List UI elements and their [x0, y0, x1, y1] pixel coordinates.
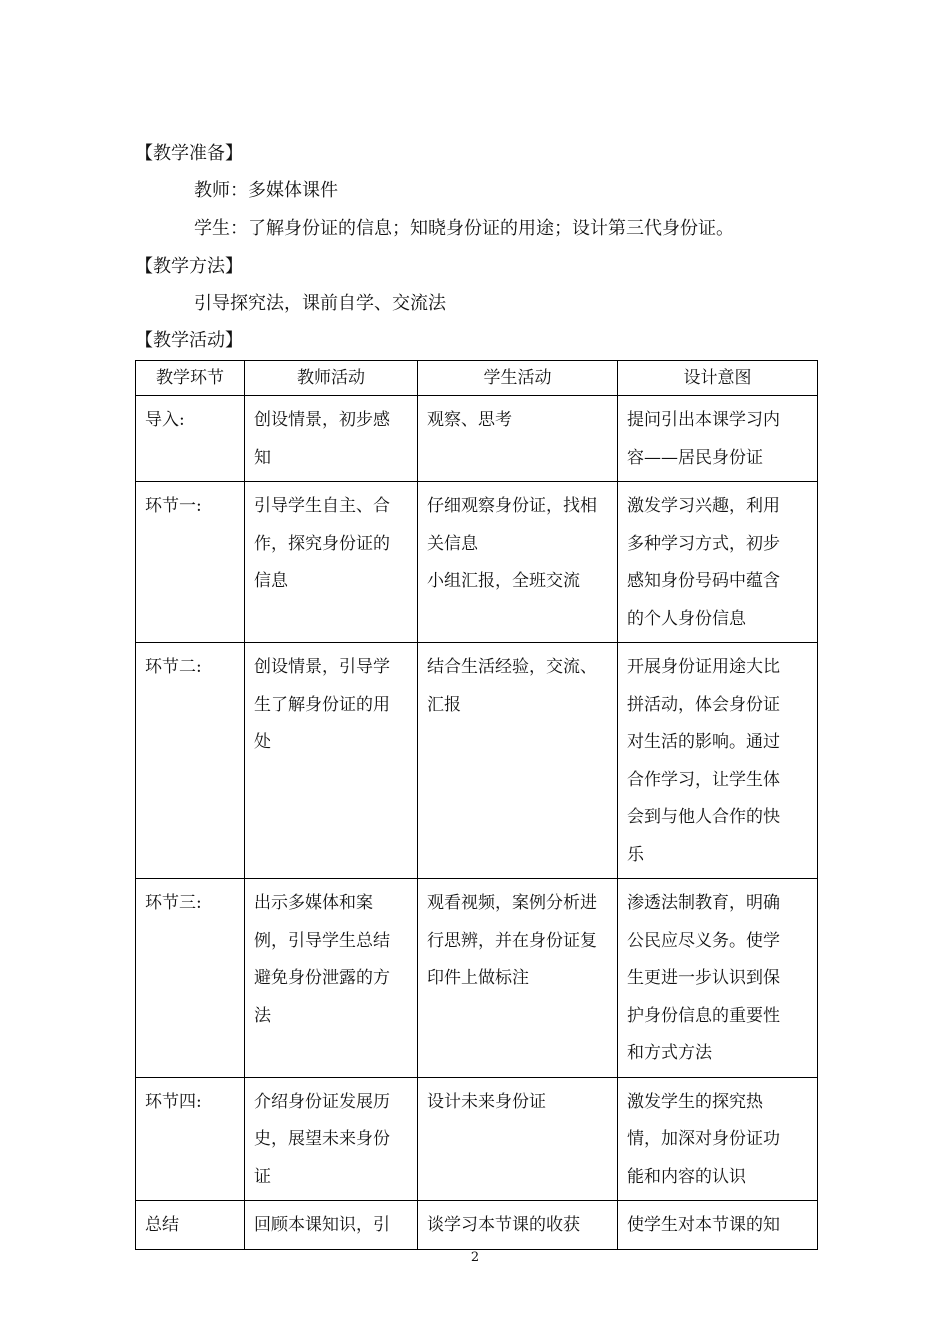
cell-text-line: 拼活动，体会身份证: [627, 694, 780, 715]
cell-text-line: 关信息: [427, 533, 478, 554]
cell-text-line: 提问引出本课学习内: [627, 410, 780, 430]
cell-teacher: [245, 879, 418, 1078]
cell-stage: [136, 396, 245, 482]
cell-text-line: 对生活的影响。通过: [627, 732, 780, 752]
table-row: [136, 1201, 818, 1250]
cell-text-line: 引导学生自主、合: [254, 496, 390, 516]
cell-text-line: 环节一:: [145, 496, 202, 516]
cell-text-line: 观看视频，案例分析进: [427, 893, 597, 913]
cell-text-line: 渗透法制教育，明确: [627, 893, 780, 913]
prep-teacher-line: 教师：多媒体课件: [194, 180, 338, 201]
cell-text-line: 乐: [627, 844, 644, 865]
cell-text-line: 生更进一步认识到保: [627, 968, 780, 988]
prep-heading: 【教学准备】: [135, 143, 243, 164]
cell-stage: [136, 482, 245, 643]
cell-teacher: [245, 482, 418, 643]
cell-text-line: 回顾本课知识，引: [254, 1215, 390, 1235]
cell-text-line: 证: [254, 1166, 271, 1187]
header-student: 学生活动: [418, 361, 618, 396]
cell-text-line: 信息: [254, 571, 288, 591]
cell-text-line: 多种学习方式，初步: [627, 533, 780, 554]
cell-text-line: 出示多媒体和案: [254, 893, 373, 913]
cell-student: [418, 879, 618, 1078]
cell-text-line: 能和内容的认识: [627, 1166, 746, 1187]
cell-text-line: 谈学习本节课的收获: [427, 1215, 580, 1235]
table-row: [136, 396, 818, 482]
cell-text-line: 导入:: [145, 410, 185, 430]
cell-text-line: 创设情景，引导学: [254, 657, 390, 677]
cell-text-line: 知: [254, 447, 271, 468]
prep-student-line: 学生：了解身份证的信息；知晓身份证的用途；设计第三代身份证。: [194, 218, 734, 239]
cell-text-line: 开展身份证用途大比: [627, 657, 780, 677]
cell-text-line: 环节二:: [145, 657, 202, 677]
cell-teacher: [245, 1077, 418, 1201]
activity-heading: 【教学活动】: [135, 330, 243, 351]
cell-text-line: 和方式方法: [627, 1043, 712, 1063]
cell-text-line: 避免身份泄露的方: [254, 968, 390, 988]
cell-student: [418, 1077, 618, 1201]
cell-text-line: 行思辨，并在身份证复: [427, 930, 597, 951]
cell-intent: [618, 879, 818, 1078]
table-body: [136, 396, 818, 1250]
cell-text-line: 法: [254, 1005, 271, 1026]
table-row: [136, 1077, 818, 1201]
header-stage: 教学环节: [136, 361, 245, 396]
cell-text-line: 总结: [145, 1215, 179, 1235]
header-teacher: 教师活动: [245, 361, 418, 396]
cell-student: [418, 396, 618, 482]
table-row: [136, 643, 818, 879]
cell-text-line: 结合生活经验，交流、: [427, 657, 597, 677]
cell-text-line: 公民应尽义务。使学: [627, 930, 780, 951]
cell-intent: [618, 482, 818, 643]
cell-stage: [136, 879, 245, 1078]
cell-stage: [136, 1201, 245, 1250]
activity-table: [135, 360, 818, 1250]
method-heading: 【教学方法】: [135, 256, 243, 277]
cell-text-line: 环节四:: [145, 1091, 202, 1112]
cell-intent: [618, 643, 818, 879]
cell-text-line: 感知身份号码中蕴含: [627, 571, 780, 591]
header-intent: 设计意图: [618, 361, 818, 396]
cell-text-line: 护身份信息的重要性: [627, 1005, 780, 1026]
cell-text-line: 处: [254, 732, 271, 752]
cell-text-line: 印件上做标注: [427, 968, 529, 988]
cell-text-line: 使学生对本节课的知: [627, 1215, 780, 1235]
cell-text-line: 的个人身份信息: [627, 608, 746, 629]
cell-text-line: 介绍身份证发展历: [254, 1091, 390, 1112]
cell-teacher: [245, 643, 418, 879]
cell-text-line: 激发学习兴趣，利用: [627, 496, 780, 516]
cell-intent: [618, 396, 818, 482]
cell-text-line: 容——居民身份证: [627, 447, 763, 468]
cell-student: [418, 1201, 618, 1250]
cell-text-line: 生了解身份证的用: [254, 694, 390, 715]
page-number: 2: [470, 1250, 480, 1265]
cell-teacher: [245, 1201, 418, 1250]
cell-text-line: 例，引导学生总结: [254, 930, 390, 951]
cell-text-line: 会到与他人合作的快: [627, 807, 780, 827]
cell-intent: [618, 1201, 818, 1250]
cell-text-line: 史，展望未来身份: [254, 1129, 390, 1149]
method-text: 引导探究法，课前自学、交流法: [194, 293, 446, 314]
cell-text-line: 创设情景，初步感: [254, 410, 390, 430]
table-row: [136, 482, 818, 643]
cell-text-line: 仔细观察身份证，找相: [427, 496, 597, 516]
cell-teacher: [245, 396, 418, 482]
table-header-row: [136, 361, 818, 396]
cell-stage: [136, 643, 245, 879]
cell-text-line: 小组汇报，全班交流: [427, 571, 580, 591]
cell-text-line: 作，探究身份证的: [254, 533, 390, 554]
cell-text-line: 情，加深对身份证功: [627, 1129, 780, 1149]
cell-text-line: 汇报: [427, 694, 461, 715]
cell-text-line: 激发学生的探究热: [627, 1091, 763, 1112]
cell-student: [418, 643, 618, 879]
cell-intent: [618, 1077, 818, 1201]
table-row: [136, 879, 818, 1078]
cell-stage: [136, 1077, 245, 1201]
cell-text-line: 环节三:: [145, 893, 202, 913]
cell-text-line: 设计未来身份证: [427, 1091, 546, 1112]
cell-text-line: 合作学习，让学生体: [627, 769, 780, 790]
cell-text-line: 观察、思考: [427, 410, 512, 430]
cell-student: [418, 482, 618, 643]
